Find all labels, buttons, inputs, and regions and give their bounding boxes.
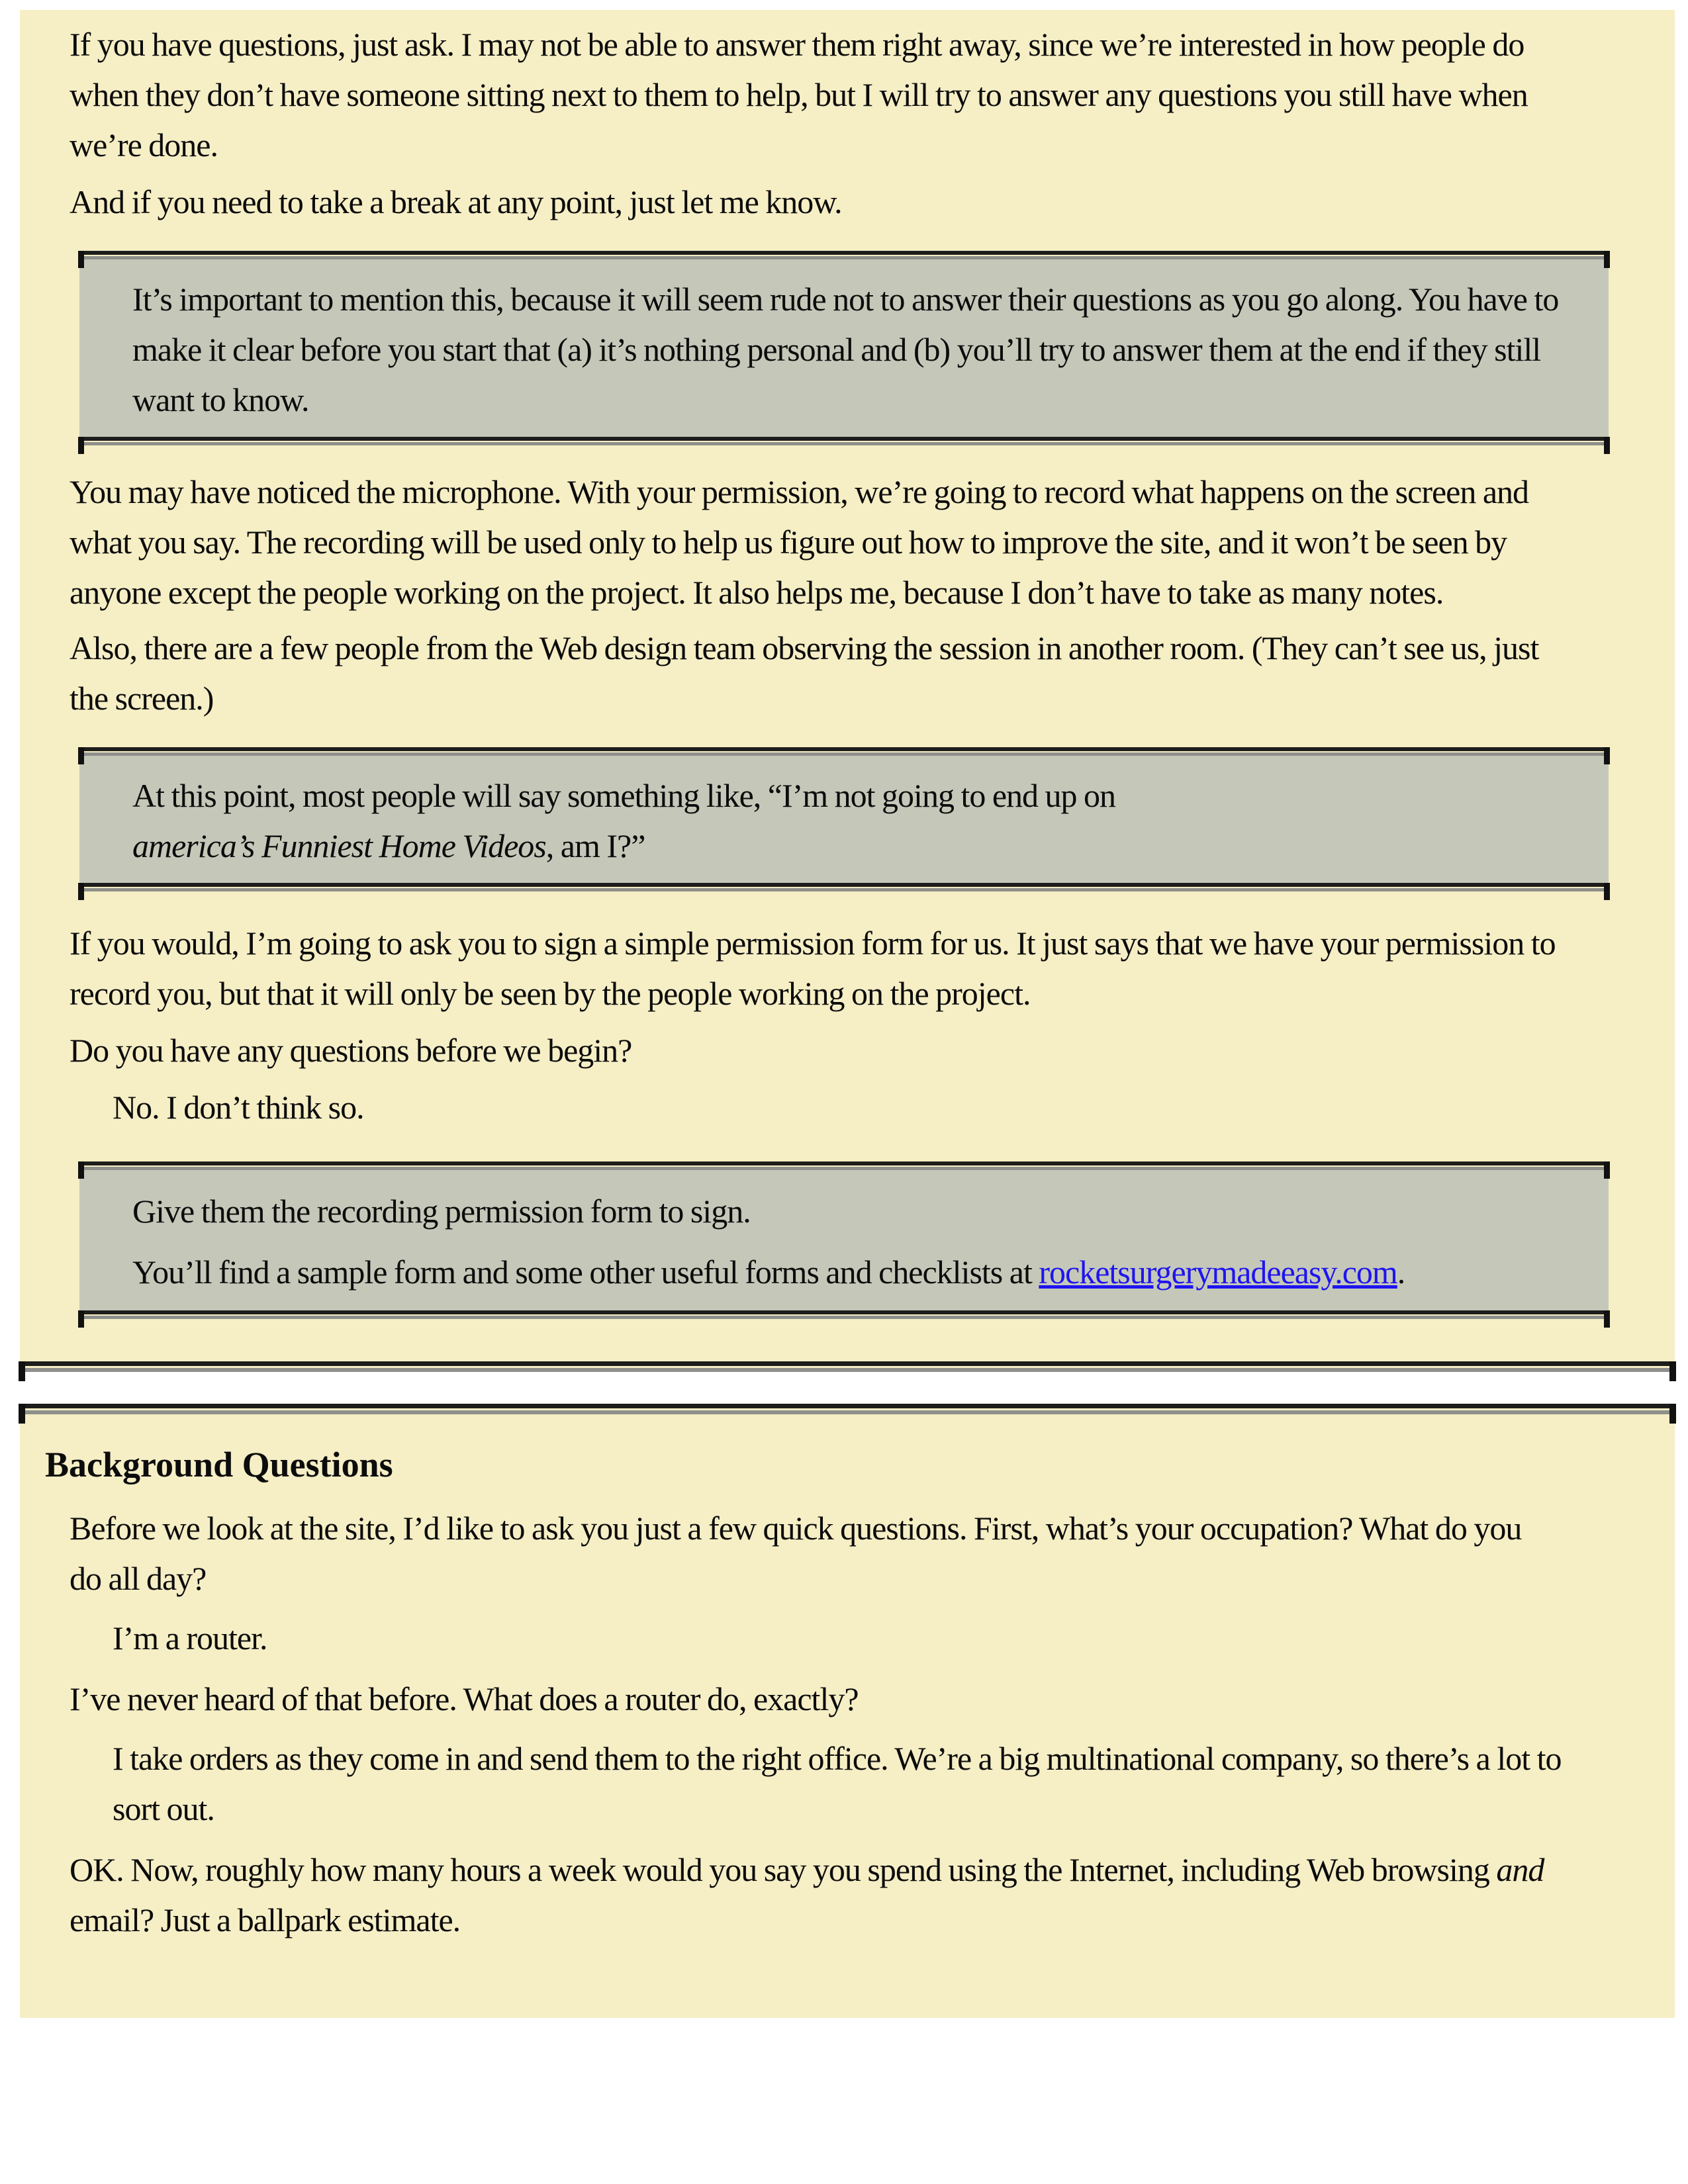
paragraph: Also, there are a few people from the Web design team observing the session in another room. (They can’t see us, just the screen.) <box>70 629 1539 717</box>
corner-tick <box>1604 1310 1610 1328</box>
paragraph-text: email? Just a ballpark estimate. <box>70 1901 461 1938</box>
corner-tick <box>78 251 84 268</box>
note-text-regular: , am I?” <box>545 827 645 864</box>
note-text <box>132 770 1569 871</box>
paragraph-text-italic: and <box>1496 1851 1544 1888</box>
dark-rule <box>20 1361 1675 1366</box>
paragraph: You may have noticed the microphone. With your permission, we’re going to record what happens on the screen and what you say. The recording will be used only to help us figure out how to improve the site, and it won’t be seen by anyone except the people working on the project. It also helps me, because I don’t have to take as many notes. <box>70 473 1529 611</box>
section-heading: Background Questions <box>45 1445 393 1484</box>
corner-tick <box>1669 1361 1676 1381</box>
gray-rule <box>79 1167 1609 1170</box>
note-text-italic-title: america’s Funniest Home Videos <box>132 827 546 864</box>
note-box-body <box>79 756 1609 883</box>
gray-rule <box>79 442 1609 445</box>
note-box-top-border <box>79 747 1609 756</box>
participant-reply: I take orders as they come in and send them to the right office. We’re a big multinational company, so there’s a lot to sort out. <box>113 1740 1562 1827</box>
paragraph-text: OK. Now, roughly how many hours a week would you say you spend using the Internet, including Web browsing <box>70 1851 1497 1888</box>
gray-rule <box>20 1410 1675 1414</box>
note-text: Give them the recording permission form to sign. <box>132 1193 751 1230</box>
corner-tick <box>78 437 84 454</box>
corner-tick <box>1604 1161 1610 1179</box>
section-divider <box>20 1404 1675 1414</box>
rocketsurgerymadeeasy-link[interactable]: rocketsurgerymadeeasy.com <box>1039 1253 1397 1291</box>
corner-tick <box>1604 251 1610 268</box>
paragraph: If you would, I’m going to ask you to sign a simple permission form for us. It just says that we have your permission to record you, but that it will only be seen by the people working on the project. <box>70 925 1556 1012</box>
note-box-bottom-border <box>79 437 1609 445</box>
corner-tick <box>19 1361 25 1381</box>
paragraph: I’ve never heard of that before. What does a router do, exactly? <box>70 1680 859 1717</box>
note-text: It’s important to mention this, because it will seem rude not to answer their questions as you go along. You have to make it clear before you start that (a) it’s nothing personal and (b) you’ll try to answer them at the end if they still want to know. <box>132 281 1559 418</box>
note-box-top-border <box>79 1161 1609 1170</box>
paragraph: Do you have any questions before we begin? <box>70 1032 632 1069</box>
note-box <box>79 251 1609 445</box>
corner-tick <box>78 747 84 764</box>
note-text-regular: . <box>1397 1253 1405 1291</box>
corner-tick <box>78 883 84 900</box>
gray-rule <box>79 888 1609 891</box>
note-box-bottom-border <box>79 1310 1609 1319</box>
note-box-body <box>79 259 1609 437</box>
dark-rule <box>20 1404 1675 1408</box>
script-section-intro <box>20 10 1675 1372</box>
corner-tick <box>78 1161 84 1179</box>
corner-tick <box>78 1310 84 1328</box>
paragraph: If you have questions, just ask. I may not be able to answer them right away, since we’re interested in how people do when they don’t have someone sitting next to them to help, but I will try to answer any questions you still have when we’re done. <box>70 26 1528 163</box>
paragraph: And if you need to take a break at any point, just let me know. <box>70 183 842 220</box>
corner-tick <box>1604 747 1610 764</box>
note-box <box>79 747 1609 891</box>
script-section-background-questions <box>20 1404 1675 2018</box>
note-box-body <box>79 1170 1609 1310</box>
gray-rule <box>20 1368 1675 1372</box>
paragraph: Before we look at the site, I’d like to ask you just a few quick questions. First, what’s your occupation? What do you do all day? <box>70 1510 1522 1597</box>
note-text-regular: You’ll find a sample form and some other useful forms and checklists at <box>132 1253 1039 1291</box>
participant-reply: No. I don’t think so. <box>113 1089 364 1126</box>
gray-rule <box>79 1316 1609 1319</box>
corner-tick <box>1604 883 1610 900</box>
note-text <box>132 1247 1569 1297</box>
participant-reply: I’m a router. <box>113 1619 267 1657</box>
corner-tick <box>1604 437 1610 454</box>
gray-rule <box>79 256 1609 259</box>
note-text-regular: At this point, most people will say something like, “I’m not going to end up on <box>132 777 1116 814</box>
gray-rule <box>79 752 1609 756</box>
document-page <box>20 10 1675 2018</box>
corner-tick <box>1669 1404 1676 1424</box>
note-box-top-border <box>79 251 1609 259</box>
paragraph <box>70 1844 1559 1945</box>
corner-tick <box>19 1404 25 1424</box>
note-box <box>79 1161 1609 1319</box>
section-divider <box>20 1361 1675 1372</box>
note-box-bottom-border <box>79 883 1609 891</box>
